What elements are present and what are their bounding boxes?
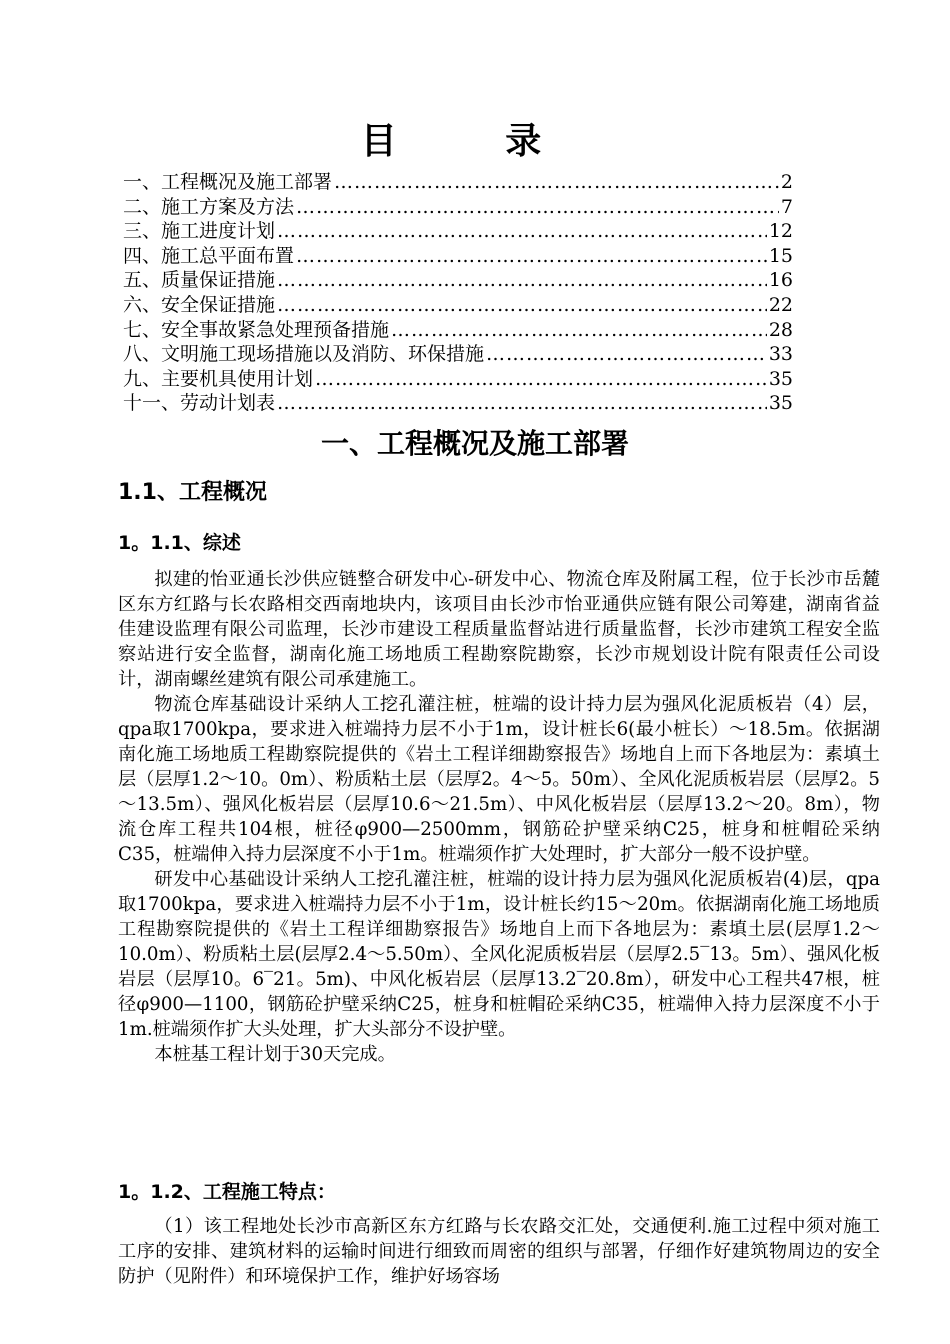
paragraph: 拟建的怡亚通长沙供应链整合研发中心-研发中心、物流仓库及附属工程，位于长沙市岳麓区东方红路与长农路相交西南地块内，该项目由长沙市怡亚通供应链有限公司筹建，湖南省益佳建设监理有限公司监理，长沙市建设工程质量监督站进行质量监督，长沙市建筑工程安全监察站进行安全监督，湖南化施工场地质工程勘察院勘察，长沙市规划设计院有限责任公司设计，湖南螺丝建筑有限公司承建施工。 xyxy=(118,569,880,690)
section-heading: 一、工程概况及施工部署 xyxy=(320,427,629,460)
toc-leader-dots xyxy=(277,219,767,244)
toc-leader-dots xyxy=(277,293,767,318)
overview-body xyxy=(118,567,880,1067)
toc-leader-dots xyxy=(296,244,767,269)
toc-leader-dots xyxy=(277,391,767,416)
toc-entry-label: 八、文明施工现场措施以及消防、环保措施 xyxy=(123,343,485,366)
subsection-heading: 1.1、工程概况 xyxy=(118,480,267,505)
toc-entry-page: 7 xyxy=(780,195,793,218)
toc-entry-page: 12 xyxy=(768,220,793,243)
toc-leader-dots xyxy=(391,318,767,343)
toc-entry-page: 28 xyxy=(768,318,793,341)
toc-entry[interactable] xyxy=(123,293,793,318)
toc-entry[interactable] xyxy=(123,342,793,367)
toc-leader-dots xyxy=(277,268,767,293)
toc-title: 目 录 xyxy=(360,121,590,162)
toc-entry-label: 六、安全保证措施 xyxy=(123,293,276,316)
toc-entry-page: 16 xyxy=(768,269,793,292)
toc-entry-label: 一、工程概况及施工部署 xyxy=(123,171,333,193)
toc-entry[interactable] xyxy=(123,244,793,269)
toc-entry-label: 九、主要机具使用计划 xyxy=(123,367,314,390)
toc-leader-dots xyxy=(315,367,767,392)
toc-entry-page: 33 xyxy=(768,343,793,366)
paragraph: （1）该工程地处长沙市高新区东方红路与长农路交汇处，交通便利.施工过程中须对施工工序的安排、建筑材料的运输时间进行细致而周密的组织与部署，仔细作好建筑物周边的安全防护（见附件）和环境保护工作，维护好场容场 xyxy=(118,1216,880,1287)
table-of-contents xyxy=(123,170,793,416)
toc-entry-page: 22 xyxy=(768,293,793,316)
toc-entry[interactable] xyxy=(123,219,793,244)
features-body xyxy=(118,1214,880,1289)
toc-entry[interactable] xyxy=(123,367,793,392)
paragraph: 物流仓库基础设计采纳人工挖孔灌注桩，桩端的设计持力层为强风化泥质板岩（4）层，qpa取1700kpa，要求进入桩端持力层不小于1m，设计桩长6(最小桩长）～18.5m。依据湖南化施工场地质工程勘察院提供的《岩土工程详细勘察报告》场地自上而下各地层为：素填土层（层厚1.2～10。0m）、粉质粘土层（层厚2。4～5。50m）、全风化泥质板岩层（层厚2。5～13.5m）、强风化板岩层（层厚10.6～21.5m）、中风化板岩层（层厚13.2～20。8m），物流仓库工程共104根，桩径φ900—2500mm，钢筋砼护壁采纳C25，桩身和桩帽砼采纳C35，桩端伸入持力层深度不小于1m。桩端须作扩大处理时，扩大部分一般不设护壁。 xyxy=(118,694,880,865)
toc-entry[interactable] xyxy=(123,268,793,293)
toc-entry-page: 35 xyxy=(768,367,793,390)
toc-entry[interactable] xyxy=(123,170,793,195)
toc-entry-label: 十一、劳动计划表 xyxy=(123,392,276,415)
toc-entry-label: 七、安全事故紧急处理预备措施 xyxy=(123,318,390,341)
toc-entry-label: 五、质量保证措施 xyxy=(123,269,276,292)
subsubsection-heading-features: 1。1.2、工程施工特点： xyxy=(118,1181,336,1203)
toc-entry[interactable] xyxy=(123,318,793,343)
toc-entry[interactable] xyxy=(123,391,793,416)
toc-entry-page: 2 xyxy=(780,171,793,193)
paragraph: 本桩基工程计划于30天完成。 xyxy=(154,1044,396,1065)
toc-leader-dots xyxy=(334,170,779,195)
toc-entry[interactable] xyxy=(123,195,793,220)
paragraph: 研发中心基础设计采纳人工挖孔灌注桩，桩端的设计持力层为强风化泥质板岩(4)层，qpa取1700kpa，要求进入桩端持力层不小于1m，设计桩长约15～20m。依据湖南化施工场地质工程勘察院提供的《岩土工程详细勘察报告》场地自上而下各地层为：素填土层(层厚1.2～10.0m）、粉质粘土层(层厚2.4～5.50m）、全风化泥质板岩层（层厚2.5‾13。5m）、强风化板岩层（层厚10。6‾21。5m)、中风化板岩层（层厚13.2‾20.8m），研发中心工程共47根，桩径φ900—1100，钢筋砼护壁采纳C25，桩身和桩帽砼采纳C35，桩端伸入持力层深度不小于1m.桩端须作扩大头处理，扩大头部分不设护壁。 xyxy=(118,869,880,1040)
toc-entry-label: 三、施工进度计划 xyxy=(123,220,276,243)
toc-leader-dots xyxy=(296,195,779,220)
toc-leader-dots xyxy=(486,342,767,367)
toc-entry-label: 二、施工方案及方法 xyxy=(123,195,295,218)
subsubsection-heading-overview: 1。1.1、综述 xyxy=(118,532,241,554)
toc-entry-label: 四、施工总平面布置 xyxy=(123,244,295,267)
toc-entry-page: 35 xyxy=(768,392,793,415)
toc-entry-page: 15 xyxy=(768,244,793,267)
